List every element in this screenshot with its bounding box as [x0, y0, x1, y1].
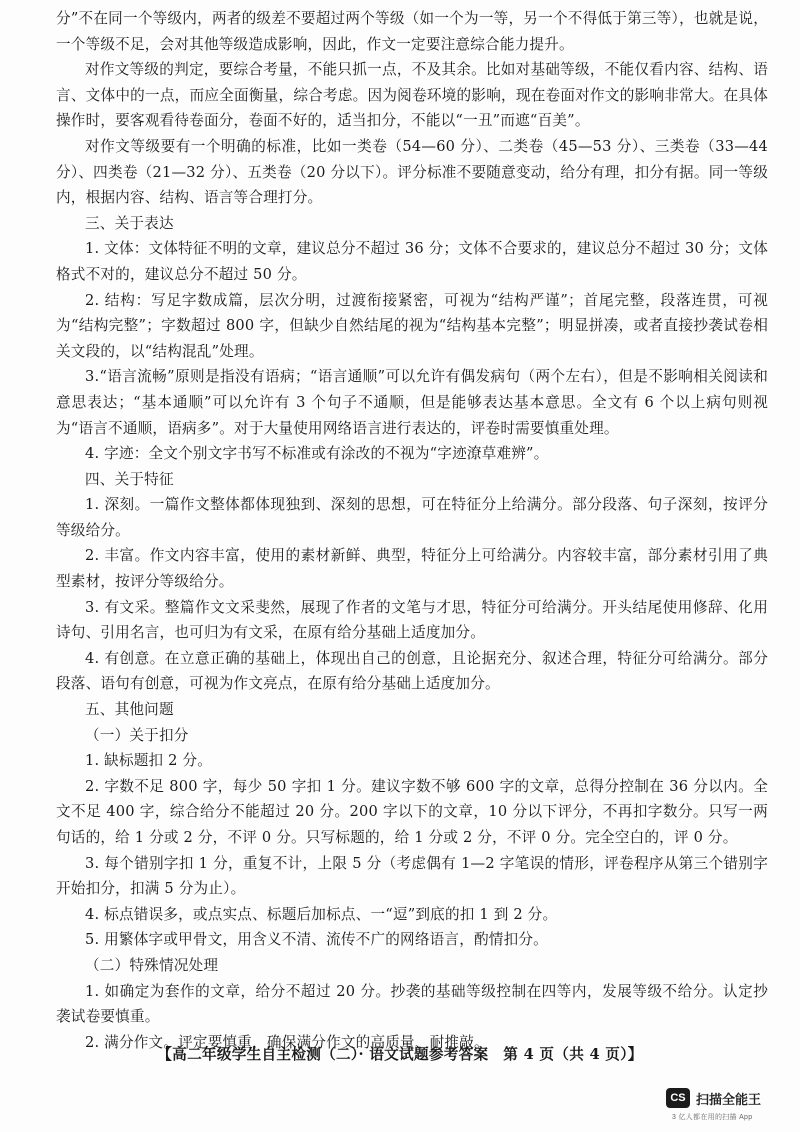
special-item-full-score: 2. 满分作文。评定要慎重，确保满分作文的高质量、耐推敲。 [85, 1033, 489, 1051]
expression-item-structure: 2. 结构：写足字数成篇，层次分明，过渡衔接紧密，可视为“结构严谨”；首尾完整，段落连贯，可视为“结构完整”；字数超过 800 字，但缺少自然结尾的视为“结构基本完整”；明显拼凑，或者直接抄袭试卷相关文段的，以“结构混乱”处理。 [56, 291, 768, 360]
paragraph-grade-standard: 对作文等级要有一个明确的标准，比如一类卷（54—60 分）、二类卷（45—53 分）、三类卷（33—44 分）、四类卷（21—32 分）、五类卷（20 分以下）。评分标准不要随意变动，给分有理，扣分有据。同一等级内，根据内容、结构、语言等合理打分。 [56, 137, 768, 207]
deduction-item-word-count: 2. 字数不足 800 字，每少 50 字扣 1 分。建议字数不够 600 字的文章，总得分控制在 36 分以内。全文不足 400 字，综合给分不能超过 20 分。200 字以下的文章，10 分以下评分，不再扣字数分。只写一两句话的，给 1 分或 2 分，不评 0 分。只写标题的，给 1 分或 2 分，不评 0 分。完全空白的，评 0 分。 [56, 777, 768, 846]
section-heading-other-issues: 五、其他问题 [85, 701, 174, 719]
expression-item-handwriting: 4. 字迹：全文个别文字书写不标准或有涂改的不视为“字迹潦草难辨”。 [85, 445, 549, 463]
paragraph-grade-judgement: 对作文等级的判定，要综合考量，不能只抓一点，不及其余。比如对基础等级，不能仅看内容、结构、语言、文体中的一点，而应全面衡量，综合考虑。因为阅卷环境的影响，现在卷面对作文的影响非常大。在具体操作时，要客观看待卷面分，卷面不好的，适当扣分，不能以“一丑”而遮“百美”。 [56, 61, 768, 130]
section-heading-expression: 三、关于表达 [85, 214, 174, 232]
feature-item-richness: 2. 丰富。作文内容丰富，使用的素材新鲜、典型，特征分上可给满分。内容较丰富，部分素材引用了典型素材，按评分等级给分。 [56, 547, 768, 591]
feature-item-creativity: 4. 有创意。在立意正确的基础上，体现出自己的创意，且论据充分、叙述合理，特征分可给满分。部分段落、语句有创意，可视为作文亮点，在原有给分基础上适度加分。 [56, 649, 768, 693]
expression-item-genre: 1. 文体：文体特征不明的文章，建议总分不超过 36 分；文体不合要求的，建议总分不超过 30 分；文体格式不对的，建议总分不超过 50 分。 [56, 240, 769, 283]
document-body [56, 6, 768, 1055]
section-heading-features: 四、关于特征 [85, 470, 174, 488]
subsection-heading-special-cases: （二）特殊情况处理 [85, 956, 219, 974]
page-footer: 【高二年级学生自主检测（二）· 语文试题参考答案 第 4 页（共 4 页）】 [157, 1046, 643, 1063]
scanner-watermark [666, 1086, 786, 1126]
watermark-app-name: 扫描全能王 [696, 1092, 762, 1107]
special-item-template-essay: 1. 如确定为套作的文章，给分不超过 20 分。抄袭的基础等级控制在四等内，发展等级不给分。认定抄袭试卷要慎重。 [56, 982, 768, 1026]
subsection-heading-deductions: （一）关于扣分 [85, 726, 189, 744]
watermark-slogan: 3 亿人都在用的扫描 App [672, 1114, 753, 1121]
deduction-item-title: 1. 缺标题扣 2 分。 [85, 752, 213, 770]
camscanner-logo-icon: CS [666, 1088, 690, 1108]
feature-item-depth: 1. 深刻。一篇作文整体都体现独到、深刻的思想，可在特征分上给满分。部分段落、句子深刻，按评分等级给分。 [56, 496, 768, 539]
deduction-item-script: 5. 用繁体字或甲骨文，用含义不清、流传不广的网络语言，酌情扣分。 [85, 931, 548, 949]
paragraph-grade-gap: 分”不在同一个等级内，两者的级差不要超过两个等级（如一个为一等，另一个不得低于第三等），也就是说，一个等级不足，会对其他等级造成影响，因此，作文一定要注意综合能力提升。 [56, 10, 768, 53]
deduction-item-punctuation: 4. 标点错误多，或点实点、标题后加标点、一“逗”到底的扣 1 到 2 分。 [85, 905, 558, 923]
deduction-item-typos: 3. 每个错别字扣 1 分，重复不计，上限 5 分（考虑偶有 1—2 字笔误的情形，评卷程序从第三个错别字开始扣分，扣满 5 分为止）。 [56, 854, 768, 898]
expression-item-language: 3.“语言流畅”原则是指没有语病；“语言通顺”可以允许有偶发病句（两个左右），但是不影响相关阅读和意思表达；“基本通顺”可以允许有 3 个句子不通顺，但是能够表达基本意思。全文有 6 个以上病句则视为“语言不通顺，语病多”。对于大量使用网络语言进行表达的，评卷时需要慎重处理。 [56, 368, 768, 437]
feature-item-literary-grace: 3. 有文采。整篇作文文采斐然，展现了作者的文笔与才思，特征分可给满分。开头结尾使用修辞、化用诗句、引用名言，也可归为有文采，在原有给分基础上适度加分。 [56, 598, 768, 642]
